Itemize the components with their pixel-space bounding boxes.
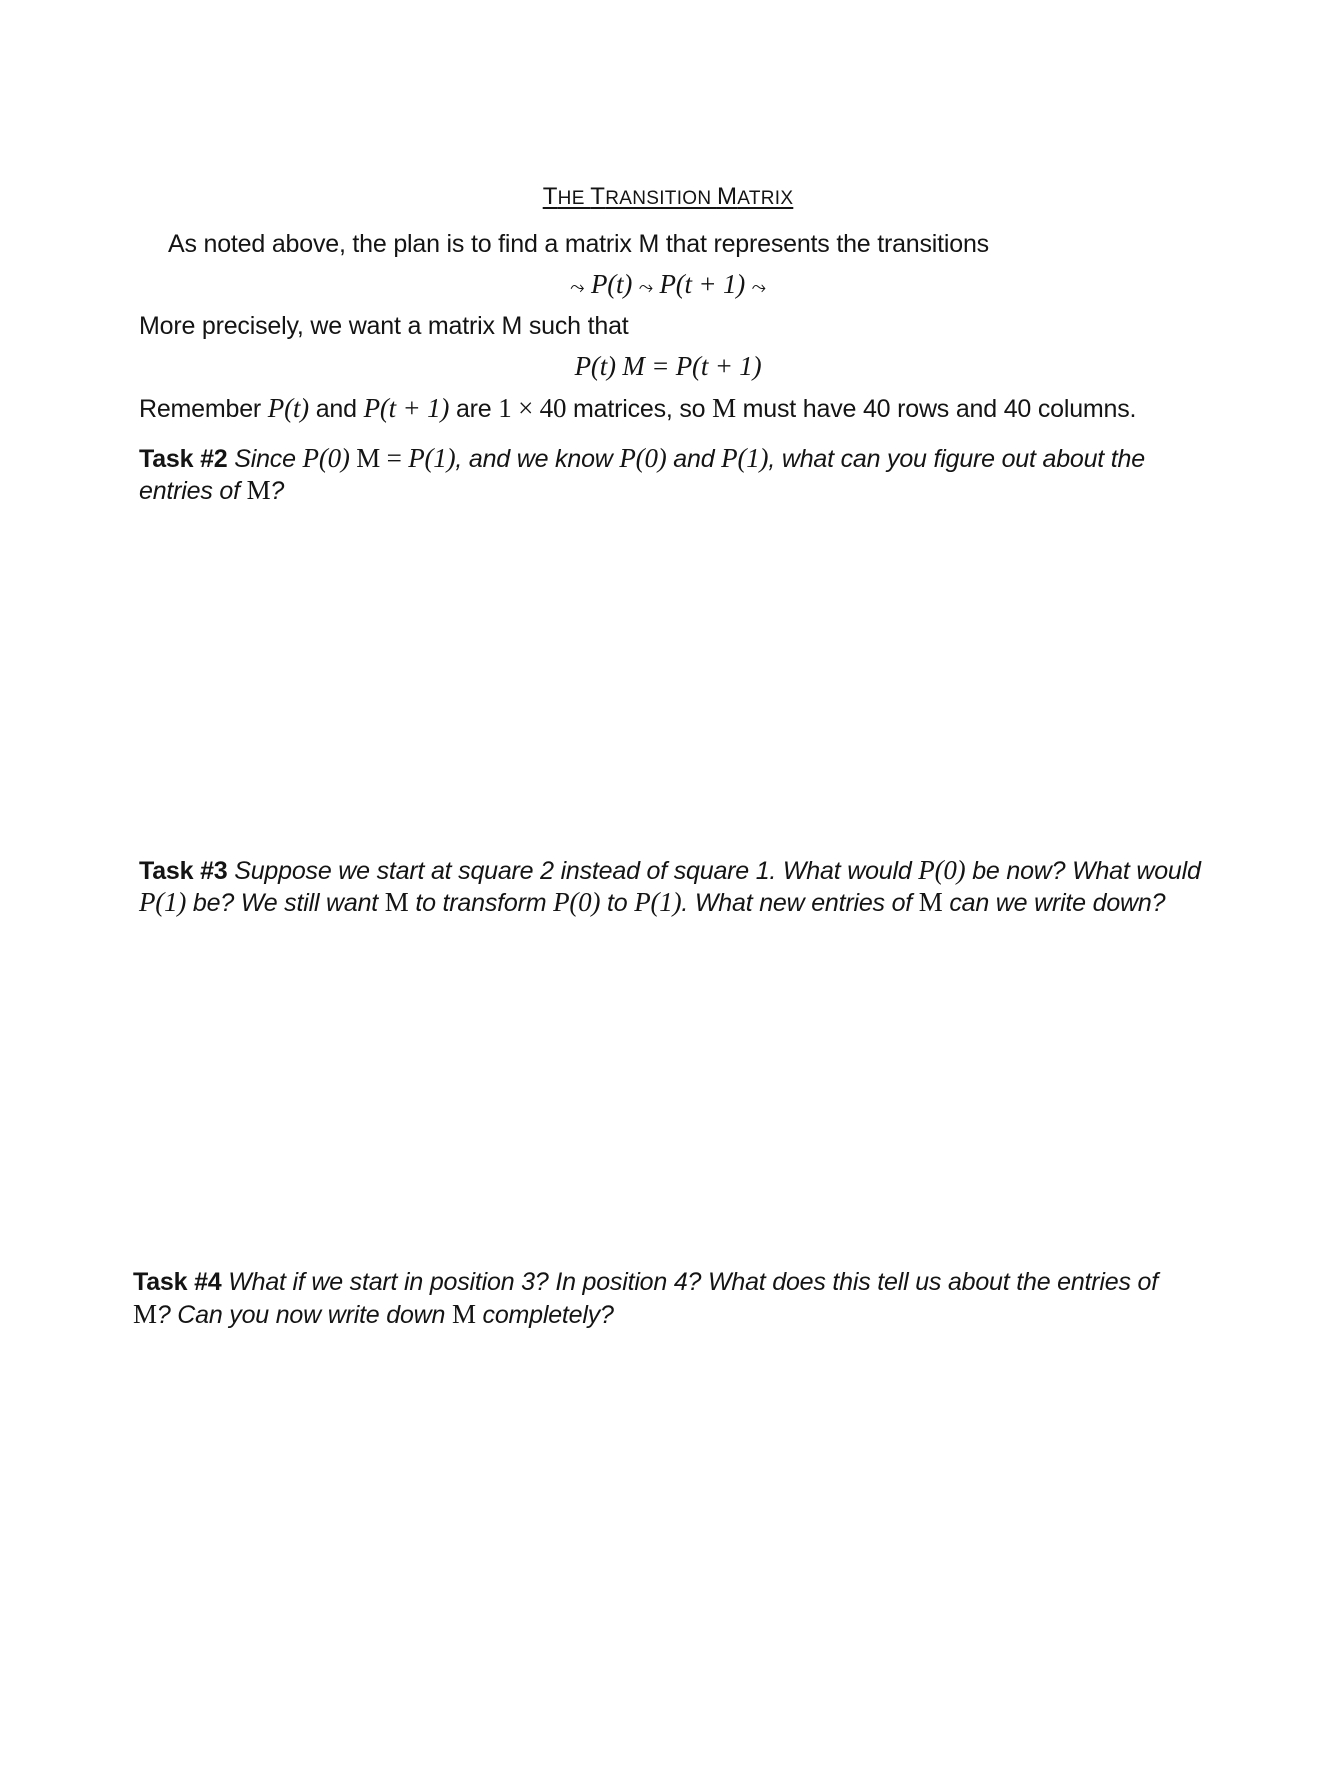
task-3-line-2: P(1) be? We still want M to transform P(0) to P(1). What new entries of M can we write down? <box>139 887 1166 917</box>
intro-line-2: More precisely, we want a matrix M such that <box>139 312 629 340</box>
transitions-expression: ⤳ P(t) ⤳ P(t + 1) ⤳ <box>570 269 766 299</box>
task-2-line-1: Task #2 Since P(0) M = P(1), and we know P(0) and P(1), what can you figure out about the <box>139 443 1145 473</box>
squiggle-arrow-icon: ⤳ <box>570 277 585 298</box>
remember-line: Remember P(t) and P(t + 1) are 1 × 40 matrices, so M must have 40 rows and 40 columns. <box>139 393 1137 423</box>
squiggle-arrow-icon: ⤳ <box>638 277 653 298</box>
task-4-label: Task #4 <box>133 1268 222 1296</box>
squiggle-arrow-icon: ⤳ <box>751 277 766 298</box>
task-3-label: Task #3 <box>139 857 228 885</box>
intro-line-1: As noted above, the plan is to find a matrix M that represents the transitions <box>168 230 989 258</box>
page-title: THE TRANSITION MATRIX <box>542 183 794 210</box>
task-2-label: Task #2 <box>139 445 228 473</box>
task-3-line-1: Task #3 Suppose we start at square 2 instead of square 1. What would P(0) be now? What would <box>139 855 1201 885</box>
equation: P(t) M = P(t + 1) <box>574 351 762 381</box>
task-2-line-2: entries of M? <box>139 475 285 505</box>
task-4-line-2: M? Can you now write down M completely? <box>133 1299 614 1329</box>
task-4-line-1: Task #4 What if we start in position 3? In position 4? What does this tell us about the entries of <box>133 1268 1158 1296</box>
